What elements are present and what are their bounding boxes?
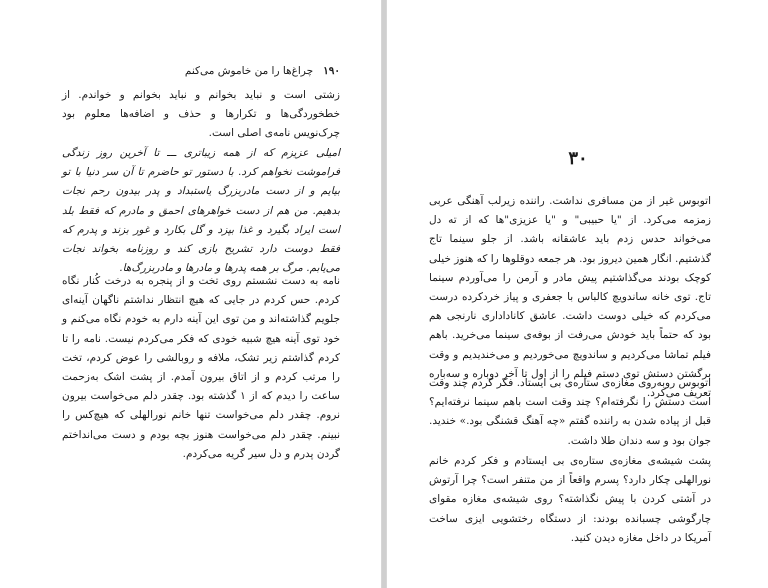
left-paragraph-2-text: نامه به دست نشستم روی تخت و از پنجره به درخت کُنار نگاه کردم. حس کردم در جایی که هیچ انتظار نداشتم ناگهان آینه‌ای جلویم گذاشته‌اند و من توی این آینه دارم به خودم نگاه می‌کنم و خود توی آینه هیچ شبیه خودی که فکر می‌کردم نیست. نامه را تا کردم گذاشتم زیر تشک، ملافه و روبالشی را عوض کردم، تخت را مرتب کردم و از اتاق بیرون آمدم. از پشت اشک به‌زحمت ساعت را دیدم که از ۱ گذشته بود. چقدر دلم می‌خواست بیرون نروم. چقدر دلم می‌خواست تنها خانم نورالهلی که هیچ‌کس را نبینم. چقدر دلم می‌خواست هنوز بچه بودم و دست می‌انداختم گردن پدرم و دل سیر گریه می‌کردم.: [62, 275, 340, 460]
letter-excerpt: [62, 144, 340, 278]
right-page: [386, 0, 768, 588]
left-paragraph-2: [62, 272, 340, 464]
right-paragraph-3: [429, 452, 711, 548]
right-paragraph-3-text: پشت شیشه‌ی مغازه‌ی ستاره‌ی بی ایستادم و فکر کردم خانم نورالهلی چکار دارد؟ پسرم واقعاً از من متنفر است؟ چرا آرتوش در آشتی کردن با پیش نگذاشته؟ روی شیشه‌ی مغازه مقوای چارگوشی چسبانده بودند: از دستگاه رختشویی ایزی ساخت آمریکا در داخل مغازه دیدن کنید.: [429, 455, 711, 544]
right-paragraph-1-text: اتوبوس غیر از من مسافری نداشت. راننده زیرلب آهنگی عربی زمزمه می‌کرد. از "یا حبیبی" و "یا عزیزی"ها که از ته دل می‌خواند حدس زدم باید عاشقانه باشد. از جلو سینما تاج گذشتیم. انگار همین دیروز بود. هر جمعه دوقلوها را که هنوز خیلی کوچک بودند می‌گذاشتیم پیش مادر و آرمن را می‌آوردم سینما تاج. توی خانه ساندویچ کالباس با جعفری و پیاز خردکرده درست می‌کردم که خیلی دوست داشت. عاشق کاناداداری نارنجی هم بود که حتماً باید خودش می‌رفت از بوفه‌ی سینما می‌خرید. باهم فیلم تماشا می‌کردیم و ساندویچ می‌خوردیم و می‌خندیدیم و وقت برگشتن دستش توی دستم فیلم را از اول تا آخر دوباره و سه‌باره تعریف می‌کرد.: [429, 195, 711, 400]
page-number: ۱۹۰: [323, 65, 340, 77]
running-head-title: چراغ‌ها را من خاموش می‌کنم: [184, 65, 314, 77]
left-page: [0, 0, 382, 588]
left-paragraph-1: [62, 86, 340, 144]
left-paragraph-1-text: زشتی است و نباید بخوانم و نباید بخوانم و خواندم. از خطخوردگی‌ها و تکرارها و حذف و اضافه‌ها معلوم بود چرک‌نویس نامه‌ی اصلی است.: [62, 89, 340, 140]
letter-text: امیلی عزیزم که از همه زیباتری ـــ تا آخرین روز زندگی فراموشت نخواهم کرد. با دستور تو حاضرم تا آن سر دنیا با تو بیایم و از دست مادربزرگ یاستبداد و پدر بیدون رحم نجات بدهیم. من هم از دست خواهرهای احمق و مادرم که فقط بلد است ایراد بگیرد و غذا بپزد و گل بکارد و غور بزند و پدرم که فقط دوست دارد تشریح بازی کند و روزنامه بخواند نجات می‌یابم. مرگ بر همه پدرها و مادرها و مادربزرگ‌ها.: [62, 147, 340, 275]
right-paragraph-2-text: اتوبوس روبه‌روی مغازه‌ی ستاره‌ی بی ایستاد. فکر کردم چند وقت است دستش را نگرفته‌ام؟ چند وقت است باهم سینما نرفته‌ایم؟ قبل از پیاده شدن به راننده گفتم «چه آهنگ قشنگی بود.» خندید. جوان بود و سه دندان طلا داشت.: [429, 377, 711, 447]
chapter-number: ۳۰: [568, 148, 588, 169]
right-paragraph-2: [429, 374, 711, 451]
running-head: [62, 64, 340, 78]
right-paragraph-1: [429, 192, 711, 403]
